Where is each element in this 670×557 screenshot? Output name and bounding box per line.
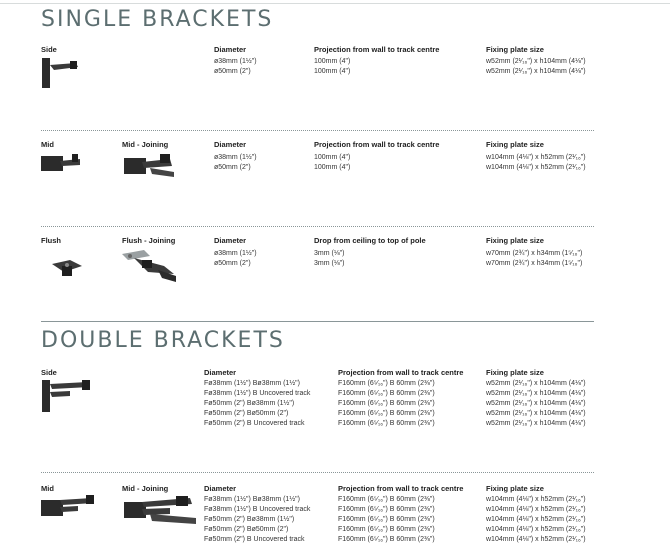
projection-value: F160mm (6⁵⁄₁₆") B 60mm (2⅜") [338, 536, 435, 543]
diameter-value: Fø38mm (1½") B Uncovered track [204, 506, 311, 513]
section-divider [41, 226, 594, 227]
single-flush-diameters [214, 249, 257, 269]
diameter-value: ø50mm (2") [214, 260, 251, 267]
plate-value: w52mm (2¹⁄₁₆") x h104mm (4⅛") [486, 390, 586, 397]
plate-value: w70mm (2¾") x h34mm (1⁵⁄₁₆") [486, 250, 583, 257]
projection-value: F160mm (6⁵⁄₁₆") B 60mm (2⅜") [338, 400, 435, 407]
projection-value: 100mm (4") [314, 154, 351, 161]
plate-value: w52mm (2¹⁄₁₆") x h104mm (4⅛") [486, 58, 586, 65]
single-flush-joining-label: Flush - Joining [122, 236, 176, 245]
projection-value: 100mm (4") [314, 58, 351, 65]
diameter-value: ø50mm (2") [214, 164, 251, 171]
diameter-value: Fø50mm (2") B Uncovered track [204, 420, 305, 427]
top-rule [0, 3, 670, 4]
single-flush-diameter-header: Diameter [214, 236, 247, 245]
single-mid-diameter-header: Diameter [214, 140, 247, 149]
plate-value: w104mm (4⅛") x h52mm (2¹⁄₁₆") [486, 526, 586, 533]
double-mid-diameters [204, 495, 310, 545]
plate-value: w52mm (2¹⁄₁₆") x h104mm (4⅛") [486, 68, 586, 75]
mid-joining-bracket-icon [120, 150, 178, 180]
single-side-plates [486, 57, 586, 77]
double-side-projections [338, 379, 435, 429]
single-mid-joining-label: Mid - Joining [122, 140, 169, 149]
double-brackets-heading: DOUBLE BRACKETS [41, 328, 285, 353]
projection-value: 100mm (4") [314, 164, 351, 171]
plate-value: w104mm (4⅛") x h52mm (2¹⁄₁₆") [486, 516, 586, 523]
single-side-label: Side [41, 45, 57, 54]
projection-value: F160mm (6⁵⁄₁₆") B 60mm (2⅜") [338, 410, 435, 417]
plate-value: w104mm (4⅛") x h52mm (2¹⁄₁₆") [486, 164, 586, 171]
plate-value: w52mm (2¹⁄₁₆") x h104mm (4⅛") [486, 420, 586, 427]
section-divider [41, 130, 594, 131]
double-side-label: Side [41, 368, 57, 377]
double-mid-plates [486, 495, 586, 545]
plate-value: w104mm (4⅛") x h52mm (2¹⁄₁₆") [486, 506, 586, 513]
flush-joining-bracket-icon [118, 248, 180, 286]
diameter-value: Fø50mm (2") Bø50mm (2") [204, 410, 289, 417]
single-flush-plate-header: Fixing plate size [486, 236, 544, 245]
double-side-projection-header: Projection from wall to track centre [338, 368, 464, 377]
diameter-value: Fø38mm (1½") Bø38mm (1½") [204, 496, 300, 503]
single-mid-projection-header: Projection from wall to track centre [314, 140, 440, 149]
plate-value: w70mm (2¾") x h34mm (1⁵⁄₁₆") [486, 260, 583, 267]
single-flush-plates [486, 249, 582, 269]
double-mid-joining-bracket-icon [120, 494, 200, 526]
plate-value: w52mm (2¹⁄₁₆") x h104mm (4⅛") [486, 400, 586, 407]
diameter-value: ø38mm (1½") [214, 250, 257, 257]
double-mid-projection-header: Projection from wall to track centre [338, 484, 464, 493]
double-side-plates [486, 379, 586, 429]
single-mid-diameters [214, 153, 257, 173]
plate-value: w52mm (2¹⁄₁₆") x h104mm (4⅛") [486, 410, 586, 417]
double-mid-projections [338, 495, 435, 545]
double-mid-label: Mid [41, 484, 54, 493]
diameter-value: ø38mm (1½") [214, 154, 257, 161]
plate-value: w104mm (4⅛") x h52mm (2¹⁄₁₆") [486, 536, 586, 543]
single-flush-drops [314, 249, 345, 269]
single-side-projections [314, 57, 350, 77]
single-flush-drop-header: Drop from ceiling to top of pole [314, 236, 426, 245]
side-bracket-icon [40, 57, 80, 89]
flush-bracket-icon [50, 256, 84, 278]
single-mid-plates [486, 153, 586, 173]
section-rule [41, 321, 594, 322]
double-mid-diameter-header: Diameter [204, 484, 237, 493]
single-side-diameters [214, 57, 257, 77]
single-mid-plate-header: Fixing plate size [486, 140, 544, 149]
diameter-value: Fø38mm (1½") Bø38mm (1½") [204, 380, 300, 387]
double-mid-joining-label: Mid - Joining [122, 484, 169, 493]
projection-value: F160mm (6⁵⁄₁₆") B 60mm (2⅜") [338, 380, 435, 387]
double-side-diameter-header: Diameter [204, 368, 237, 377]
single-mid-projections [314, 153, 350, 173]
diameter-value: Fø50mm (2") Bø38mm (1½") [204, 516, 295, 523]
plate-value: w104mm (4⅛") x h52mm (2¹⁄₁₆") [486, 154, 586, 161]
single-side-projection-header: Projection from wall to track centre [314, 45, 440, 54]
diameter-value: Fø50mm (2") B Uncovered track [204, 536, 305, 543]
single-brackets-heading: SINGLE BRACKETS [41, 7, 274, 32]
projection-value: F160mm (6⁵⁄₁₆") B 60mm (2⅜") [338, 390, 435, 397]
double-side-bracket-icon [40, 378, 92, 414]
projection-value: F160mm (6⁵⁄₁₆") B 60mm (2⅜") [338, 516, 435, 523]
drop-value: 3mm (⅛") [314, 250, 345, 257]
single-side-diameter-header: Diameter [214, 45, 247, 54]
diameter-value: ø38mm (1½") [214, 58, 257, 65]
double-side-diameters [204, 379, 310, 429]
projection-value: F160mm (6⁵⁄₁₆") B 60mm (2⅜") [338, 496, 435, 503]
projection-value: F160mm (6⁵⁄₁₆") B 60mm (2⅜") [338, 506, 435, 513]
section-divider [41, 472, 594, 473]
single-side-plate-header: Fixing plate size [486, 45, 544, 54]
double-mid-bracket-icon [40, 494, 96, 518]
mid-bracket-icon [40, 152, 82, 174]
diameter-value: Fø50mm (2") Bø38mm (1½") [204, 400, 295, 407]
plate-value: w104mm (4⅛") x h52mm (2¹⁄₁₆") [486, 496, 586, 503]
double-mid-plate-header: Fixing plate size [486, 484, 544, 493]
diameter-value: Fø50mm (2") Bø50mm (2") [204, 526, 289, 533]
diameter-value: Fø38mm (1½") B Uncovered track [204, 390, 311, 397]
single-mid-label: Mid [41, 140, 54, 149]
projection-value: F160mm (6⁵⁄₁₆") B 60mm (2⅜") [338, 526, 435, 533]
drop-value: 3mm (⅛") [314, 260, 345, 267]
single-flush-label: Flush [41, 236, 61, 245]
diameter-value: ø50mm (2") [214, 68, 251, 75]
projection-value: F160mm (6⁵⁄₁₆") B 60mm (2⅜") [338, 420, 435, 427]
double-side-plate-header: Fixing plate size [486, 368, 544, 377]
projection-value: 100mm (4") [314, 68, 351, 75]
plate-value: w52mm (2¹⁄₁₆") x h104mm (4⅛") [486, 380, 586, 387]
